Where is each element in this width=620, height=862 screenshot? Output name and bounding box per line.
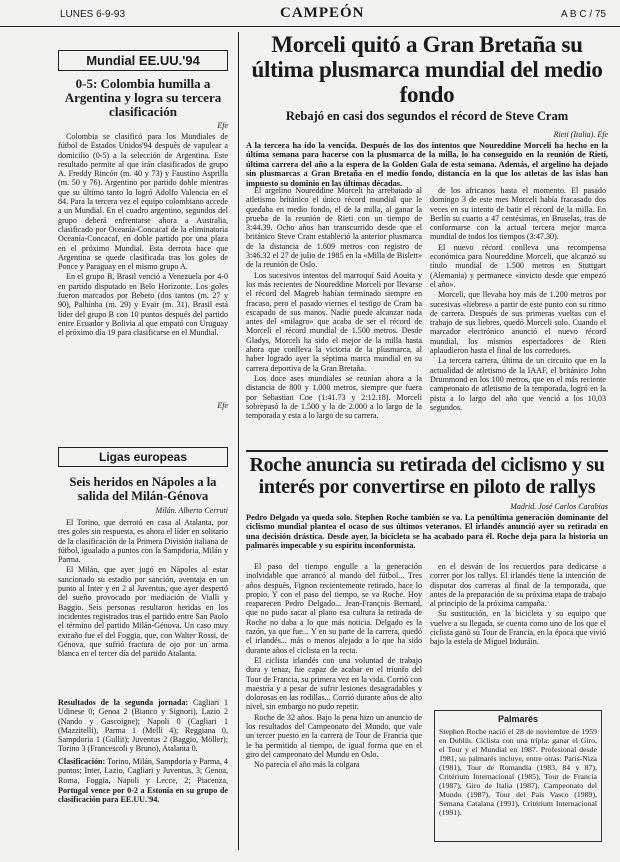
ligas-box-title: Ligas europeas — [58, 447, 228, 467]
napoles-headline: Seis heridos en Nápoles a la salida del Milán-Génova — [69, 475, 217, 503]
results-text: Cagliari 1 Udinese 0; Genoa 2 (Bianco y Signori), Lazio 2 (Nando y Gascoigne); Napoli 0 (Cagliari 1 (Mazzitelli), Parma 1 (Melli 4); Reggiana 0, Sampdoria 1 (Gullit); Juventus 2 (Baggio, Möller); Torino 3 (Francescoli y Bruno), Atalanta 0. — [58, 698, 228, 754]
roche-paragraph: El ciclista irlandés con una voluntad de trabajo dura y tenaz, fue capaz de acabar en el triunfo del Tour de Francia, su primera vez en la vida. Corrió con maestría y a pesar de sufrir lesiones desagradables y dolorosas en las rodillas... Corrió durante años de alto nivel, sin embargo no pudo repetir. — [246, 655, 422, 712]
morceli-paragraph: de los africanos hasta el momento. El pasado domingo 3 de este mes Morceli había fracasado dos veces en su intento de batir el récord de la milla. En Berlín su cuarto a 47 centésimas, en Bruselas, tras de conformarse con la actual tercera mejor marca mundial de todos los tiempos (3:47.30). — [430, 186, 606, 242]
morceli-paragraph: El argelino Noureddine Morceli ha arrebatado al atletismo británico el único récord mundial que le quedaba en medio fondo, el de la milla, al ganar la prueba de la reunión de Rieti con un tiempo de 3:44.39. Ocho años han transcurrido desde que el británico Steve Cram estableció la anterior plusmarca de la distancia de 1.609 metros con registro de 3:46.32 el 27 de julio de 1985 en la «Milla de Bislett» de la reunión de Oslo. — [246, 186, 422, 270]
article-separator — [246, 450, 608, 452]
colombia-agency: Efe — [217, 121, 228, 130]
roche-col1 — [246, 562, 422, 844]
roche-paragraph: en el desván de los recuerdos para dedicarse a correr por los rallys. El irlandés tiene la intención de disputar dos carreras al final de la temporada, que antes de la preparación de su próxima etapa de trabajo al principio de la próxima campaña. — [430, 562, 606, 609]
left-column — [58, 50, 228, 410]
colombia-paragraph: En el grupo B, Brasil venció a Venezuela por 4-0 en partido disputado en Belo Horizonte. Los goles fueron marcados por Bebeto (dos tantos (m. 27 y 90), Palhinha (m. 29) y Evair (m. 31). Brasil está líder del grupo B con 10 puntos después del partido entre Ecuador y Bolivia al que empató con Uruguay el próximo día 19 para clasificarse en el Mundial. — [58, 272, 228, 338]
roche-col2 — [430, 562, 606, 704]
morceli-paragraph: La tercera carrera, última de un circuito que en la actualidad de atletismo de la IAAF, el británico John Drummond en los 100 metros, que en el más reciente campeonato de atletismo de la temporada, logró en la pista a lo largo del año que venció a los 10,03 segundos. — [430, 356, 606, 412]
roche-headline: Roche anuncia su retirada del ciclismo y su interés por convertirse en piloto de rallys — [249, 454, 605, 498]
palmares-title: Palmarés — [497, 714, 539, 724]
napoles-byline: Milán. Alberto Cerruti — [155, 506, 228, 515]
results-block — [58, 698, 228, 756]
results-title: Resultados de la segunda jornada: — [58, 698, 189, 707]
colombia-agency-end: Efe — [217, 401, 228, 410]
napoles-body — [58, 518, 228, 696]
napoles-paragraph: El Milán, que ayer jugó en Nápoles al estar sancionado su estadio por sanción, aventaja en un punto al Inter y en 2 al Juventus, que ayer despertó del sueño provocado por mediación de Vialli y Baggio. Seis personas resultaron heridas en los incidentes registrados tras el partido entre San Paolo el término del partido Milán-Génova. Un caso muy extraño fue el del Foggia, que, con Walter Rossi, de Génova, que sufrió fractura de ojo por un arma blanca en el tercer día del partido Atalanta. — [58, 565, 228, 659]
clasif-block — [58, 757, 228, 785]
portugal-note: Portugal vence por 0-2 a Estonia en su grupo de clasificación para EE.UU.'94. — [58, 786, 228, 805]
morceli-article — [246, 32, 608, 421]
clasif-text: Torino, Milán, Sampdoria y Parma, 4 puntos; Inter, Lazio, Cagliari y Juventus, 3; Genoa, Roma, Foggia, Napoli y Lecce, 2; Piacenza, — [58, 757, 228, 785]
colombia-body — [58, 132, 228, 400]
roche-lead: Pedro Delgado ya queda solo. Stephen Roche también se va. La penúltima generación dominante del ciclismo mundial plantea el ocaso de sus últimos veteranos. El irlandés anunció ayer su retirada en una decisión drástica. Desde ayer, la bicicleta se ha acabado para él. Roche deja para la historia un palmarés impecable y su espíritu inconformista. — [246, 513, 608, 551]
page-number: A B C / 75 — [560, 9, 606, 20]
issue-date: LUNES 6-9-93 — [60, 9, 126, 20]
morceli-paragraph: Morceli, que llevaba hoy más de 1.200 metros por sucesivas «liebres» a partir de este punto con su ritmo de carrera. Después de sus primeras vueltas con el trabajo de sus liebres, quedó Morceli solo. Cuando el marcador electrónico anunció el nuevo récord mundial, los mismos espectadores de Rieti aplaudieron hasta el final de los corredores. — [430, 290, 606, 356]
palmares-text: Stephen Roche nació el 28 de noviembre de 1959 en Dublín. Ciclista con una tripla: ganar el Giro, el Tour y el Mundial en 1987. Profesional desde 1981, su palmarés incluye, entre otras: Paris-Niza (1981), Tour de Romandía (1983, 84 y 87), Critérium Internacional (1985), Tour de Francia (1987), Giro de Italia (1987), Campeonato del Mundo (1987), Tour del País Vasco (1989), Semana Catalana (1991), Critérium Internacional (1991). — [439, 727, 597, 817]
clasif-title: Clasificación: — [58, 757, 106, 766]
mundial-box-title: Mundial EE.UU.'94 — [58, 50, 228, 71]
morceli-paragraph: Los doce ases mundiales se reunían ahora a la distancia de 800 y 1.000 metros, siempre que fuera por Sebastian Coe (1:41.73 y 2:12.18). Morceli sobrepasó la de 1.500 y la de 2.000 a lo largo de la temporada y esta a lo largo de su carrera. — [246, 373, 422, 421]
morceli-headline: Morceli quitó a Gran Bretaña su última plusmarca mundial del medio fondo — [251, 32, 603, 107]
roche-article — [246, 454, 608, 817]
morceli-col1 — [246, 186, 422, 456]
palmares-box — [434, 710, 602, 842]
page-header — [0, 4, 620, 27]
roche-byline: Madrid. José Carlos Carabias — [510, 502, 608, 511]
morceli-lead: A la tercera ha ido la vencida. Después de los dos intentos que Noureddine Morceli ha hecho en la última semana para hacerse con la plusmarca de la milla, lo ha conseguido en la reunión de Rieti, última carrera del año a la espera de la Golden Gala de esta semana. Además, el argelino ha dejado sin plusmarcas a Gran Bretaña en el medio fondo, distancia en la que los atletas de las islas han impuesto su dominio en las últimas décadas. — [246, 141, 608, 188]
colombia-headline: 0-5: Colombia humilla a Argentina y logra su tercera clasificación — [64, 76, 222, 119]
morceli-col2 — [430, 186, 606, 456]
morceli-subhead: Rebajó en casi dos segundos el récord de Steve Cram — [285, 109, 569, 123]
roche-paragraph: No parecía el año más la colgara — [254, 760, 360, 770]
roche-paragraph: Su sustitución, en la bicicleta y su equipo que vuelve a su llegada, se cuenta como uno de los que el ciclista ganó su Tour de Francia, en la época que vivió bajo la estela de Miguel Induráin. — [430, 609, 606, 647]
morceli-paragraph: El nuevo récord conlleva una recompensa económica para Noureddine Morceli, que alcanzó su título mundial de 1.500 metros en Stuttgart (Alemania) y permanece «invicto desde que empezó el año». — [430, 242, 606, 289]
roche-paragraph: El paso del tiempo engulle a la generación inolvidable que arrancó al mando del fútbol... Tres años después, Fignon recientemente retirado, hace lo propio. Y con el paso del tiempo, se va Roche. Hoy reaparecen Pedro Delgado... Jean-François Bernard, que no pudo sacar al plano esa cultura la retirada de Roche no daba a lo que más noticia. Delgado es la razón, ya que fue... Y en su parte de la carrera, quedó el irlandés... más o menos alejado a lo que ha sido durante años el ciclista en la recta. — [246, 562, 422, 655]
ligas-column — [58, 447, 228, 805]
column-divider — [238, 32, 239, 850]
section-title: CAMPEÓN — [280, 5, 365, 21]
morceli-byline: Rieti (Italia). Efe — [553, 130, 608, 139]
roche-paragraph: Roche de 32 años. Bajo la pena hizo un anuncio de los resultados del Campeonato del Mundo, que vale un tercer puesto en la carrera de Tour de Francia que le ha permitido al tiempo, de igual forma que en el giro del campeonato del Mundo en Oslo. — [246, 712, 422, 759]
morceli-paragraph: Los sucesivos intentos del marroquí Said Aouita y los más recientes de Noureddine Morceli por llevarse el récord del Magreb habían terminado siempre en fracaso, pero el pasado viernes el testigo de Cram ha escapado de sus manos. Nadie puede alcanzar nada antes del «milagro» que acaba de ser el récord de Morceli el récord mundial de 1.500 metros. Desde Gladys, Morceli ha sido el mejor de la milla hasta ahora que conlleva la victoria de la plusmarca, al haber logrado ayer la séptima marca mundial en su carrera deportiva de la Gran Bretaña. — [246, 270, 422, 373]
napoles-paragraph: El Torino, que derrotó en casa al Atalanta, por tres goles sin respuesta, es ahora el líder en solitario de la clasificación de la Primera División italiana de fútbol, igualado a puntos con la Sampdoria, Milán y Parma. — [58, 518, 228, 565]
colombia-paragraph: Colombia se clasificó para los Mundiales de fútbol de Estados Unidos'94 después de vapulear a domicilio (0-5) a la selección de Argentina. Este resultado permite al que irán clasificados de grupo A. Freddy Rincón (m. 40 y 73) y Faustino Asprilla (m. 50 y 76). Argentino por partido doble mientras que su último tanto lo logró Adolfo Valencia en el 84. Para la tercera vez el equipo colombiano accede a un Mundial. En el cuadro argentino, segundos del grupo deberá enfrentarse ahora a Australia, clasificado por Oceanía-Concacaf de la eliminatoria Oceanía-Concacaf, en doble partido por una plaza en el próximo Mundial. Esta derrota hace que Argentina se quede clasificada tras los goles de Ponce y Paraguay en el mismo grupo A. — [58, 132, 228, 272]
